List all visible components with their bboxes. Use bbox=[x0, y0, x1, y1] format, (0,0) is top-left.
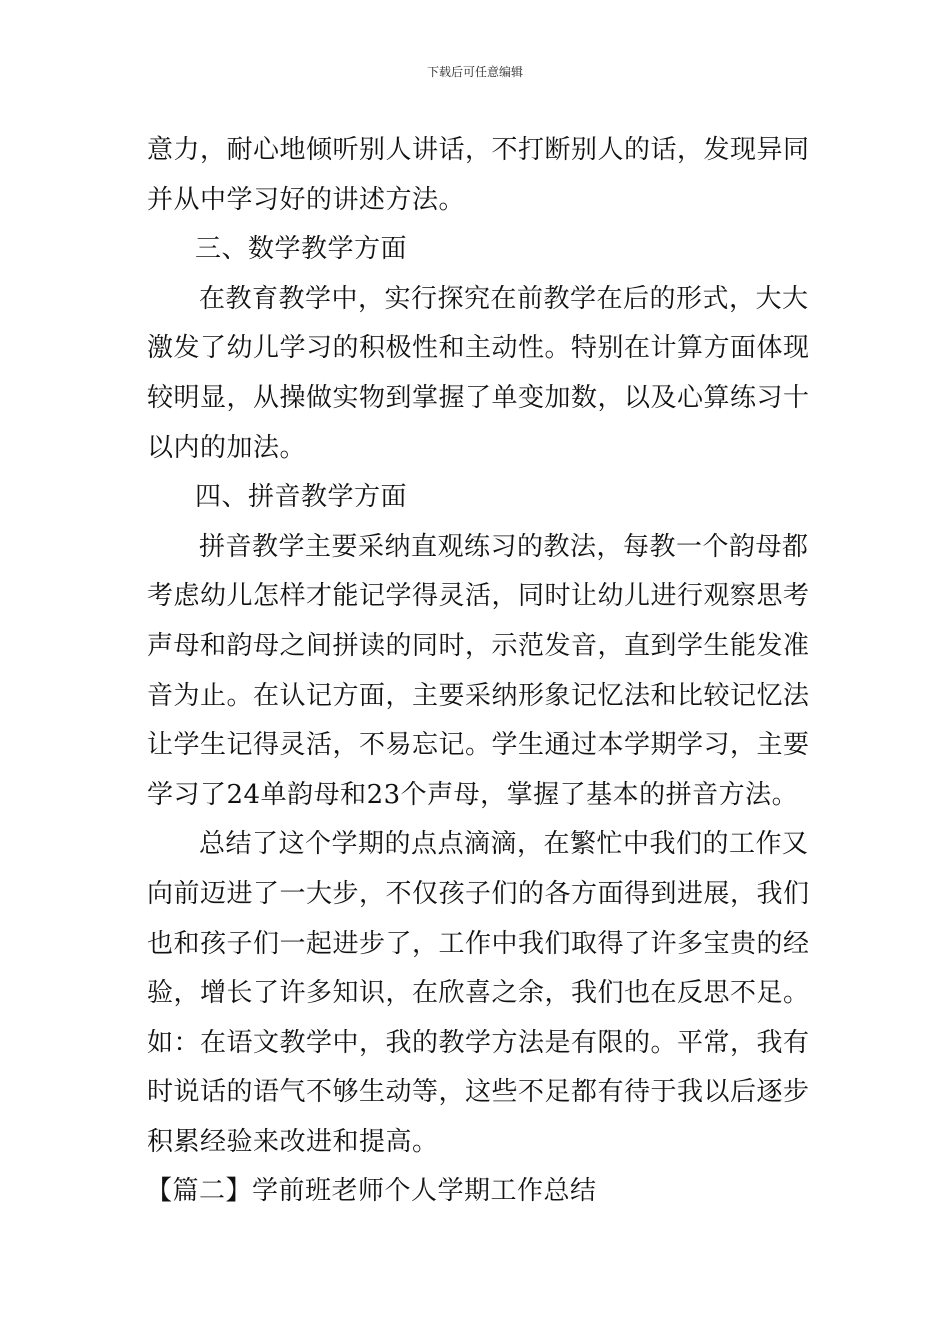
text-line: 也和孩子们一起进步了，工作中我们取得了许多宝贵的经 bbox=[147, 928, 810, 959]
text-line: 激发了幼儿学习的积极性和主动性。特别在计算方面体现 bbox=[147, 333, 810, 364]
paragraph-start: 在教育教学中，实行探究在前教学在后的形式，大大 bbox=[199, 283, 809, 314]
paragraph-start: 总结了这个学期的点点滴滴，在繁忙中我们的工作又 bbox=[199, 829, 809, 860]
section-title-part-two: 【篇二】学前班老师个人学期工作总结 bbox=[146, 1176, 597, 1207]
text-line: 音为止。在认记方面，主要采纳形象记忆法和比较记忆法 bbox=[147, 680, 810, 711]
text-line: 向前迈进了一大步，不仅孩子们的各方面得到进展，我们 bbox=[147, 878, 810, 909]
text-line: 积累经验来改进和提高。 bbox=[147, 1126, 439, 1157]
text-line: 并从中学习好的讲述方法。 bbox=[147, 184, 466, 215]
text-line: 验，增长了许多知识，在欣喜之余，我们也在反思不足。 bbox=[147, 978, 810, 1009]
page-header: 下载后可任意编辑 bbox=[426, 65, 523, 79]
text-line: 学习了24单韵母和23个声母，掌握了基本的拼音方法。 bbox=[147, 779, 799, 810]
document-body bbox=[147, 126, 812, 1217]
text-line: 让学生记得灵活，不易忘记。学生通过本学期学习，主要 bbox=[147, 730, 810, 761]
section-heading-pinyin: 四、拼音教学方面 bbox=[195, 482, 408, 513]
paragraph-start: 拼音教学主要采纳直观练习的教法，每教一个韵母都 bbox=[199, 531, 809, 562]
text-line: 考虑幼儿怎样才能记学得灵活，同时让幼儿进行观察思考 bbox=[147, 581, 810, 612]
text-line: 意力，耐心地倾听别人讲话，不打断别人的话，发现异同 bbox=[147, 135, 810, 165]
text-line: 以内的加法。 bbox=[147, 432, 307, 463]
text-line: 声母和韵母之间拼读的同时，示范发音，直到学生能发准 bbox=[147, 630, 810, 661]
text-line: 时说话的语气不够生动等，这些不足都有待于我以后逐步 bbox=[147, 1077, 810, 1108]
text-line: 较明显，从操做实物到掌握了单变加数，以及心算练习十 bbox=[147, 382, 810, 413]
section-heading-math: 三、数学教学方面 bbox=[195, 234, 408, 265]
text-line: 如：在语文教学中，我的教学方法是有限的。平常，我有 bbox=[147, 1027, 810, 1058]
